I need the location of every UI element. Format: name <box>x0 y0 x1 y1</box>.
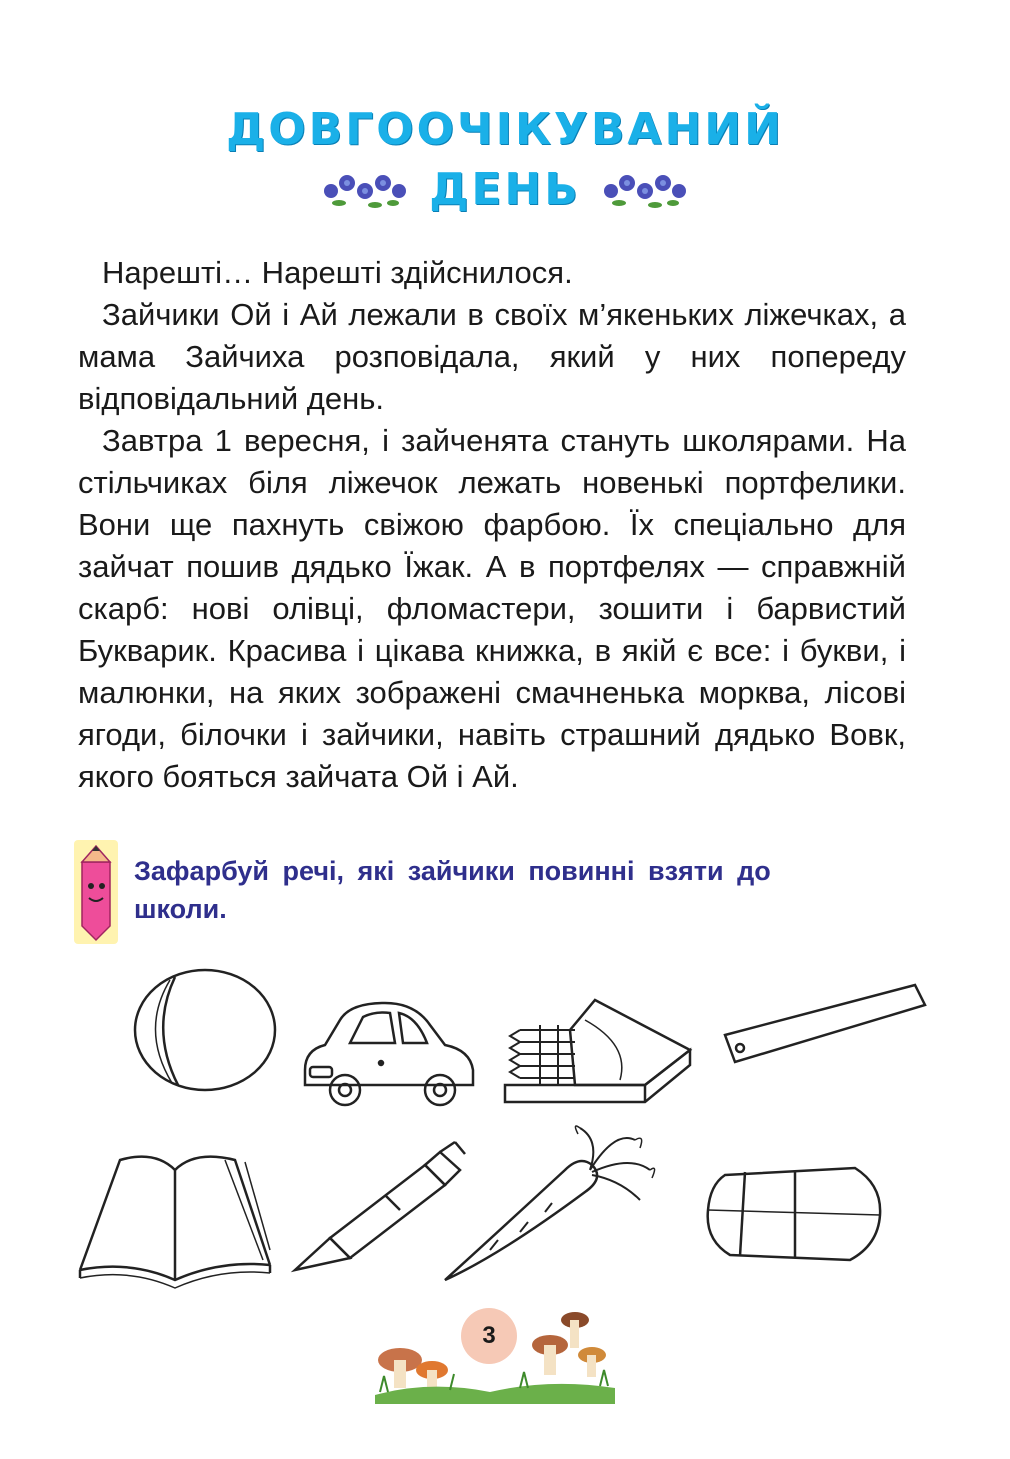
title-line-1: ДОВГООЧІКУВАНИЙ <box>226 104 784 155</box>
title-line-2-row <box>0 160 1010 220</box>
page-number: 3 <box>461 1308 517 1364</box>
page-footer <box>370 1300 620 1410</box>
story-paragraph-2: Зайчики Ой і Ай лежали в своїх м’якеньких ліжечках, а мама Зайчиха розповідала, який у них попереду відповідальний день. <box>78 297 906 416</box>
story-paragraph-1: Нарешті… Нарешті здійснилося. <box>102 255 573 290</box>
flower-ornament-left-icon <box>317 165 413 215</box>
carrot-icon[interactable] <box>440 1120 660 1290</box>
task-instruction: Зафарбуй речі, які зайчики повинні взяти до школи. <box>134 856 771 924</box>
pencil-box-icon[interactable] <box>500 990 695 1110</box>
page-title <box>0 100 1010 220</box>
story-text <box>78 252 906 798</box>
eraser-icon[interactable] <box>700 1160 890 1270</box>
story-paragraph-3: Завтра 1 вересня, і зайченята стануть школярами. На стільчиках біля ліжечок лежать новенькі портфелики. Вони ще пахнуть свіжою фарбою. Їх спеціально для зайчат пошив дядько Їжак. А в портфелях — справжній скарб: нові олівці, фломастери, зошити і барвистий Букварик. Красива і цікава книжка, в якій є все: і букви, і малюнки, на яких зображені смачненька морква, лісові ягоди, білочки і зайчики, навіть страшний дядько Вовк, якого бояться зайчата Ой і Ай. <box>78 423 906 794</box>
toy-car-icon[interactable] <box>295 995 480 1110</box>
ball-icon[interactable] <box>130 965 280 1095</box>
pencil-icon <box>74 840 118 944</box>
ruler-icon[interactable] <box>720 980 930 1070</box>
book-icon[interactable] <box>75 1150 275 1290</box>
title-line-2: ДЕНЬ <box>429 164 581 215</box>
flower-ornament-right-icon <box>597 165 693 215</box>
coloring-items <box>0 950 1010 1310</box>
